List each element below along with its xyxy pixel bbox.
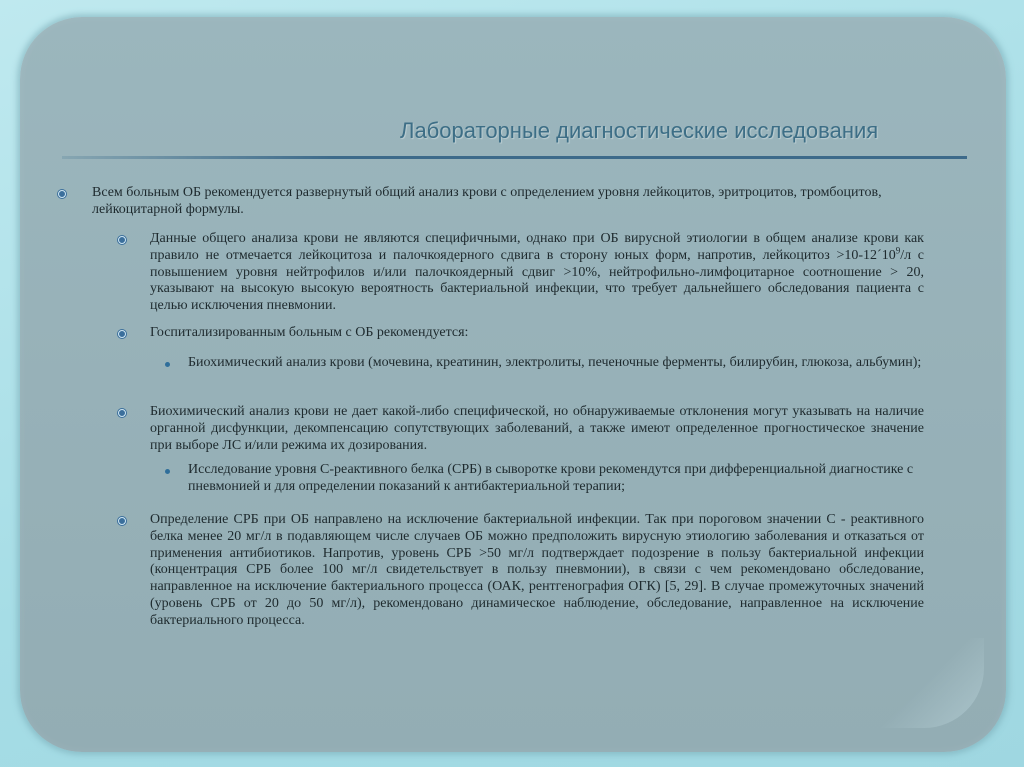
- bullet-circle-icon: [118, 517, 126, 525]
- bullet-circle-icon: [118, 409, 126, 417]
- list-item: [188, 462, 924, 496]
- list-item: [150, 404, 924, 454]
- list-item-text: Всем больным ОБ рекомендуется развернутый общий анализ крови с определением уровня лейкоцитов, эритроцитов, тромбоцитов, лейкоцитарной формулы.: [92, 185, 882, 217]
- list-item: [92, 185, 922, 219]
- bullet-dot-icon: [165, 469, 170, 474]
- list-item-text-part: Данные общего анализа крови не являются специфичными, однако при ОБ вирусной этиологии в общем анализе крови как правило не отмечается лейкоцитоза и палочкоядерного сдвига в сторону юных форм, напротив, лейкоцитоз >10-12´10: [150, 231, 924, 263]
- list-item-text: Госпитализированным больным с ОБ рекомендуется:: [150, 325, 469, 340]
- list-item-text: Биохимический анализ крови не дает какой-либо специфической, но обнаруживаемые отклонения могут указывать на наличие органной дисфункции, декомпенсацию сопутствующих заболеваний, а также имеют определенное прогностическое значение при выборе ЛС и/или режима их дозирования.: [150, 404, 924, 453]
- list-item-text: Определение СРБ при ОБ направлено на исключение бактериальной инфекции. Так при пороговом значении С - реактивного белка менее 20 мг/л в подавляющем числе случаев ОБ можно предположить вирусную этиологию заболевания и отказаться от применения антибиотиков. Напротив, уровень СРБ >50 мг/л подтверждает подозрение в пользу бактериальной инфекции (концентрация СРБ более 100 мг/л свидетельствует в пользу пневмонии), в связи с чем рекомендовано обследование, направленное на исключение бактериального процесса (ОАК, рентгенография ОГК) [5, 29]. В случае промежуточных значений (уровень СРБ от 20 до 50 мг/л), рекомендовано динамическое наблюдение, обследование, направленное на исключение бактериального процесса.: [150, 512, 924, 628]
- list-item: [150, 231, 924, 315]
- bullet-dot-icon: [165, 362, 170, 367]
- list-item-text: [150, 231, 924, 315]
- bullet-circle-icon: [58, 190, 66, 198]
- bullet-circle-icon: [118, 236, 126, 244]
- list-item-text: Биохимический анализ крови (мочевина, креатинин, электролиты, печеночные ферменты, билирубин, глюкоза, альбумин);: [188, 355, 922, 370]
- list-item-text: Исследование уровня С-реактивного белка (СРБ) в сыворотке крови рекомендутся при дифференциальной диагностике с пневмонией и для определении показаний к антибактериальной терапии;: [188, 462, 914, 494]
- list-item: [150, 325, 924, 342]
- bullet-circle-icon: [118, 330, 126, 338]
- list-item: [150, 512, 924, 630]
- superscript: 9: [895, 245, 901, 256]
- list-item: [188, 355, 924, 372]
- list-item-text-part: /л с повышением уровня нейтрофилов и/или палочкоядерный сдвиг >10%, нейтрофильно-лимфоцитарное соотношение > 20, указывают на высокую высокую вероятность бактериальной инфекции, что требует дальнейшего обследования пациента с целью исключения пневмонии.: [150, 247, 925, 314]
- slide-title: Лабораторные диагностические исследования: [400, 118, 879, 143]
